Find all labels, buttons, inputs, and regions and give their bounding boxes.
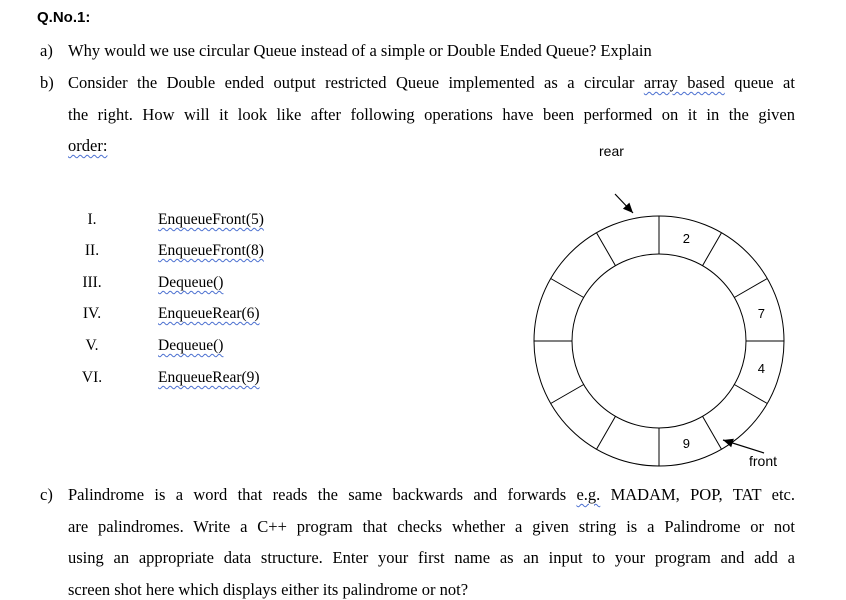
front-arrow: [723, 439, 764, 453]
op-text-5: Dequeue(): [158, 337, 224, 354]
ring-divider: [703, 233, 722, 266]
op-numeral-3: III.: [82, 274, 102, 291]
ring-inner-circle: [572, 254, 746, 428]
part-c-label: c): [40, 485, 53, 504]
part-b-line-1-pre: Consider the Double ended output restricted Queue implemented as a circular: [68, 73, 644, 92]
ring-divider: [551, 385, 584, 404]
op-text-4: EnqueueRear(6): [158, 305, 260, 322]
part-a-text: Why would we use circular Queue instead of a simple or Double Ended Queue? Explain: [68, 41, 652, 60]
op-text-1: EnqueueFront(5): [158, 211, 264, 228]
op-numeral-5: V.: [85, 337, 99, 354]
ring-divider: [597, 416, 616, 449]
rear-label: rear: [599, 143, 624, 159]
part-a-label: a): [40, 41, 53, 60]
op-numeral-6: VI.: [81, 369, 103, 386]
op-text-2: EnqueueFront(8): [158, 242, 264, 259]
part-c-line-1-pre: Palindrome is a word that reads the same backwards and forwards: [68, 485, 577, 504]
rear-arrow: [615, 194, 633, 213]
part-c-line-3: using an appropriate data structure. Enter your first name as an input to your program and add a: [68, 548, 795, 567]
cell-value-1: 2: [682, 231, 691, 247]
front-label: front: [749, 453, 778, 469]
part-b-line-1-squig: array based: [643, 73, 725, 92]
part-c-line-2: are palindromes. Write a C++ program that checks whether a given string is a Palindrome or not: [68, 517, 795, 536]
cell-value-4: 9: [682, 435, 691, 451]
question-heading: Q.No.1:: [37, 9, 91, 26]
part-c-line-1: [68, 485, 795, 505]
part-b-label: b): [40, 73, 54, 92]
cell-value-3: 4: [757, 360, 766, 376]
op-text-3: Dequeue(): [158, 274, 224, 291]
part-c-line-4: screen shot here which displays either its palindrome or not?: [68, 580, 469, 599]
queue-ring: [534, 216, 784, 466]
ring-divider: [551, 279, 584, 298]
op-text-6: EnqueueRear(9): [158, 369, 260, 386]
op-numeral-2: II.: [84, 242, 100, 259]
ring-divider: [734, 385, 767, 404]
part-b-line-2: the right. How will it look like after following operations have been performed on it in the given: [68, 105, 795, 124]
part-b-line-3-text: order:: [68, 136, 108, 155]
op-numeral-1: I.: [87, 211, 97, 228]
front-arrow-head: [723, 439, 734, 448]
cell-value-2: 7: [757, 306, 766, 322]
ring-divider: [703, 416, 722, 449]
op-numeral-4: IV.: [82, 305, 102, 322]
part-c-line-1-post: MADAM, POP, TAT etc.: [600, 485, 795, 504]
ring-divider: [734, 279, 767, 298]
ring-divider: [597, 233, 616, 266]
part-b-line-1-post: queue at: [724, 73, 795, 92]
part-c-line-1-squig: e.g.: [576, 485, 601, 504]
